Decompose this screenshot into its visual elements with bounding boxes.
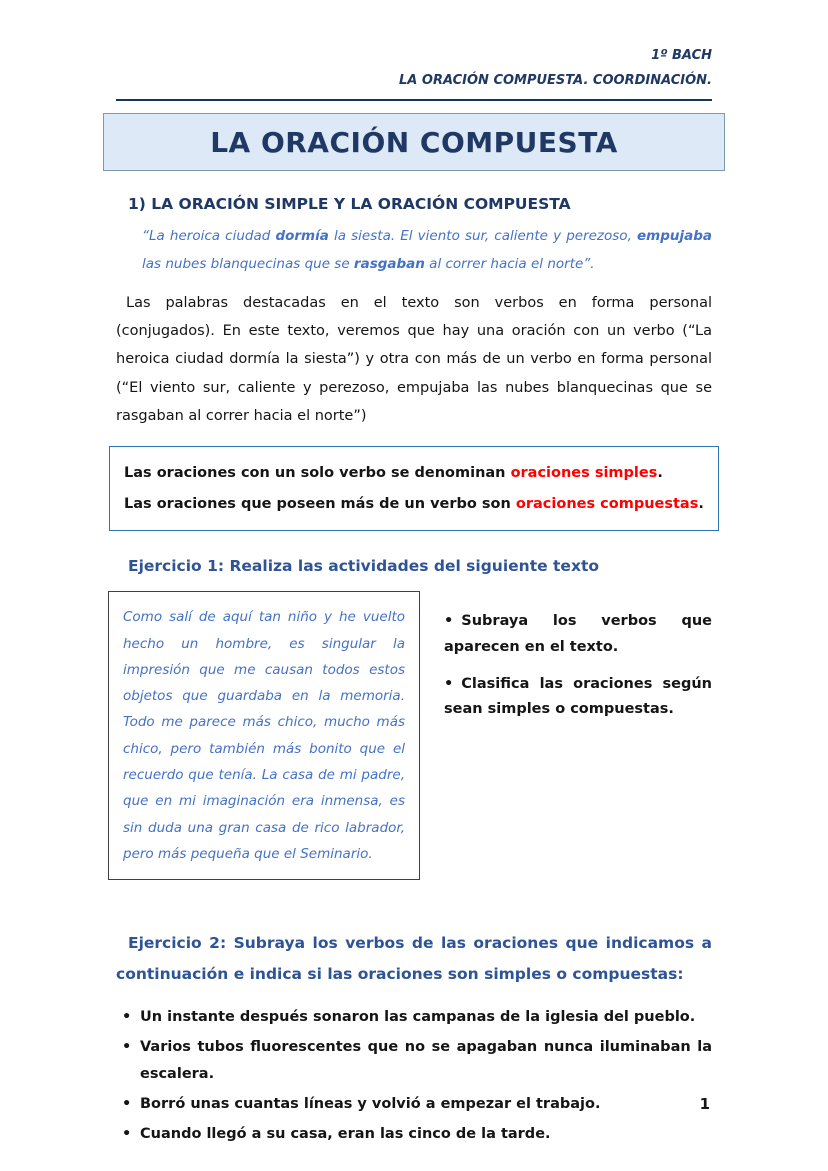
definition-end: . bbox=[657, 465, 663, 482]
document-title: LA ORACIÓN COMPUESTA bbox=[210, 125, 618, 159]
section1-heading: 1) LA ORACIÓN SIMPLE Y LA ORACIÓN COMPUESTA bbox=[128, 195, 571, 214]
sentence-text: Un instante después sonaron las campanas de la iglesia del pueblo. bbox=[140, 1009, 696, 1026]
definition-line-simple bbox=[124, 460, 704, 486]
quote-run: “La heroica ciudad bbox=[142, 228, 276, 245]
header-divider bbox=[116, 99, 712, 101]
sentence-text: Varios tubos fluorescentes que no se apagaban nunca iluminaban la escalera. bbox=[140, 1038, 712, 1083]
exercise2-heading: Ejercicio 2: Subraya los verbos de las oraciones que indicamos a continuación e indica si las oraciones son simples o compuestas: bbox=[116, 934, 712, 984]
bullet-icon: • bbox=[444, 675, 454, 692]
quote-verb: rasgaban bbox=[353, 256, 425, 273]
page-number: 1 bbox=[699, 1095, 710, 1113]
task-item bbox=[444, 672, 712, 723]
task-text: Subraya los verbos que aparecen en el texto. bbox=[444, 613, 712, 655]
definition-end: . bbox=[698, 496, 704, 513]
example-quote bbox=[142, 223, 712, 278]
list-item bbox=[116, 1004, 712, 1032]
quote-verb: dormía bbox=[275, 228, 329, 245]
bullet-icon: • bbox=[444, 613, 454, 630]
task-item bbox=[444, 609, 712, 660]
sentence-text: Borró unas cuantas líneas y volvió a empezar el trabajo. bbox=[140, 1096, 601, 1112]
sentence-text: Cuando llegó a su casa, eran las cinco de la tarde. bbox=[140, 1125, 551, 1142]
reading-text-box bbox=[108, 591, 420, 880]
quote-run: las nubes blanquecinas que se bbox=[142, 256, 354, 273]
header-grade: 1º BACH bbox=[651, 48, 712, 63]
definition-box bbox=[109, 446, 719, 531]
quote-run: al correr hacia el norte”. bbox=[424, 256, 595, 273]
bullet-icon: • bbox=[122, 1009, 132, 1026]
exercise2-sentence-list bbox=[116, 1004, 712, 1148]
document-header bbox=[116, 44, 712, 93]
exercise1-content bbox=[116, 591, 712, 880]
definition-text: Las oraciones que poseen más de un verbo son bbox=[124, 496, 516, 513]
bullet-icon: • bbox=[122, 1038, 132, 1055]
quote-run: la siesta. El viento sur, caliente y perezoso, bbox=[328, 228, 637, 245]
definition-line-compound bbox=[124, 491, 704, 517]
bullet-icon: • bbox=[122, 1096, 132, 1112]
exercise1-tasks bbox=[420, 591, 712, 880]
title-box bbox=[103, 113, 725, 171]
intro-paragraph: Las palabras destacadas en el texto son verbos en forma personal (conjugados). En este texto, veremos que hay una oración con un verbo (“La heroica ciudad dormía la siesta”) y otra con más de un verbo en forma personal (“El viento sur, caliente y perezoso, empujaba las nubes blanquecinas que se rasgaban al correr hacia el norte”) bbox=[116, 294, 712, 424]
bullet-icon: • bbox=[122, 1125, 132, 1142]
header-subject: LA ORACIÓN COMPUESTA. COORDINACIÓN. bbox=[399, 72, 712, 88]
list-item bbox=[116, 1034, 712, 1089]
reading-text: Como salí de aquí tan niño y he vuelto hecho un hombre, es singular la impresión que me causan todos estos objetos que guardaba en la memoria. Todo me parece más chico, mucho más chico, pero también más bonito que el recuerdo que tenía. La casa de mi padre, que en mi imaginación era inmensa, es sin duda una gran casa de rico labrador, pero más pequeña que el Seminario. bbox=[123, 609, 405, 863]
definition-text: Las oraciones con un solo verbo se denominan bbox=[124, 465, 511, 482]
list-item bbox=[116, 1121, 712, 1149]
definition-term-compound: oraciones compuestas bbox=[515, 496, 699, 513]
list-item bbox=[116, 1091, 712, 1119]
exercise1-heading: Ejercicio 1: Realiza las actividades del siguiente texto bbox=[128, 557, 600, 576]
task-text: Clasifica las oraciones según sean simples o compuestas. bbox=[444, 675, 712, 718]
quote-verb: empujaba bbox=[637, 228, 713, 245]
definition-term-simple: oraciones simples bbox=[510, 465, 658, 482]
